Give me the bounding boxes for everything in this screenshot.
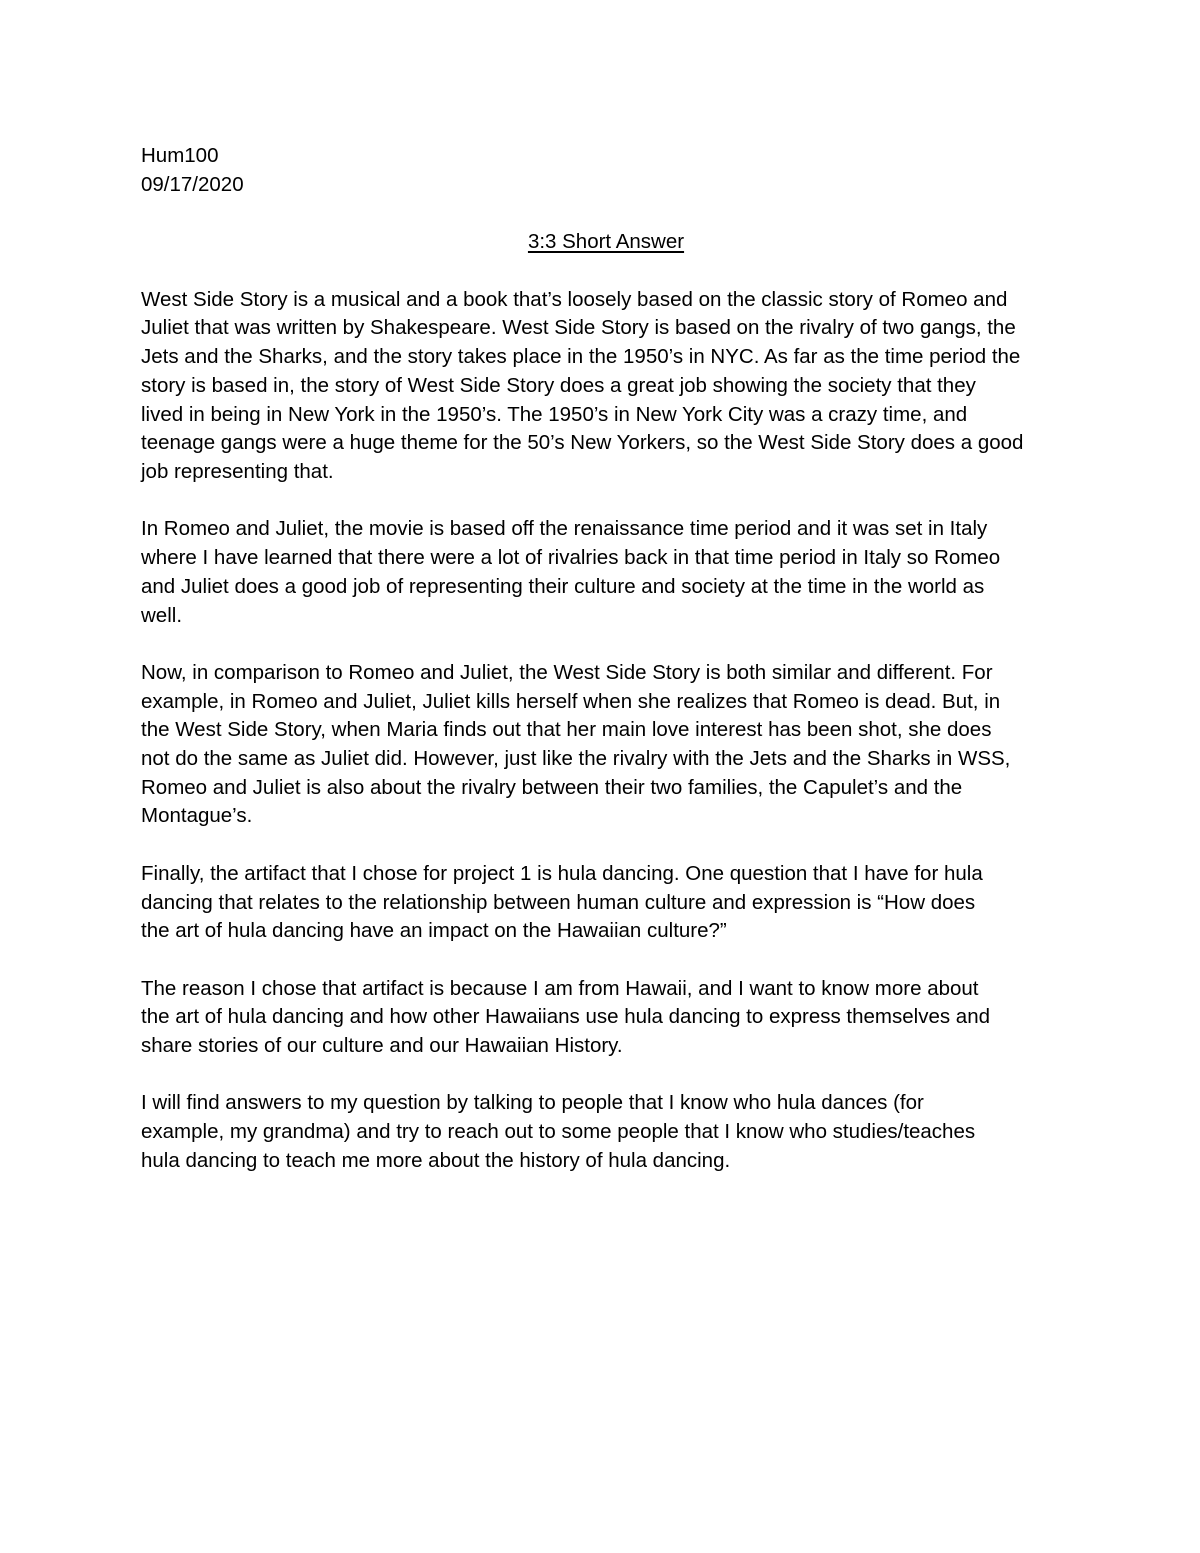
text-line: Finally, the artifact that I chose for project 1 is hula dancing. One question that I have for hula	[141, 861, 983, 885]
text-line: story is based in, the story of West Side Story does a great job showing the society that they	[141, 373, 976, 397]
document-title: 3:3 Short Answer	[527, 230, 685, 254]
paragraph	[141, 1089, 1071, 1175]
paragraph	[141, 975, 1071, 1061]
text-line: Jets and the Sharks, and the story takes place in the 1950’s in NYC. As far as the time period the	[141, 345, 1021, 369]
text-line: example, in Romeo and Juliet, Juliet kills herself when she realizes that Romeo is dead. But, in	[141, 689, 1001, 713]
text-line: where I have learned that there were a lot of rivalries back in that time period in Italy so Romeo	[141, 546, 1001, 570]
text-line: the art of hula dancing have an impact on the Hawaiian culture?”	[141, 919, 727, 943]
text-line: dancing that relates to the relationship between human culture and expression is “How does	[141, 890, 976, 914]
title-block	[141, 228, 1071, 257]
paragraph	[141, 860, 1071, 946]
text-line: I will find answers to my question by talking to people that I know who hula dances (for	[141, 1091, 924, 1115]
text-line: lived in being in New York in the 1950’s. The 1950’s in New York City was a crazy time, and	[141, 402, 968, 426]
course-code: Hum100	[141, 144, 219, 167]
document-body	[141, 142, 1071, 1204]
text-line: The reason I chose that artifact is because I am from Hawaii, and I want to know more about	[141, 976, 979, 1000]
text-line: well.	[141, 603, 183, 627]
paragraph	[141, 659, 1071, 831]
text-line: the West Side Story, when Maria finds out that her main love interest has been shot, she does	[141, 718, 992, 742]
text-line: teenage gangs were a huge theme for the 50’s New Yorkers, so the West Side Story does a good	[141, 431, 1024, 455]
text-line: not do the same as Juliet did. However, just like the rivalry with the Jets and the Sharks in WSS,	[141, 747, 1011, 770]
text-line: job representing that.	[141, 460, 334, 483]
text-line: share stories of our culture and our Hawaiian History.	[141, 1034, 623, 1057]
document-date: 09/17/2020	[141, 172, 244, 196]
paragraph	[141, 515, 1071, 630]
text-line: Now, in comparison to Romeo and Juliet, the West Side Story is both similar and different. For	[141, 660, 993, 684]
text-line: West Side Story is a musical and a book that’s loosely based on the classic story of Romeo and	[141, 287, 1008, 311]
text-line: In Romeo and Juliet, the movie is based off the renaissance time period and it was set in Italy	[141, 517, 988, 541]
paragraph	[141, 286, 1071, 487]
text-line: example, my grandma) and try to reach out to some people that I know who studies/teaches	[141, 1120, 976, 1144]
text-line: Montague’s.	[141, 804, 253, 828]
text-line: and Juliet does a good job of representing their culture and society at the time in the world as	[141, 574, 985, 598]
paragraph-list	[141, 286, 1071, 1176]
text-line: Juliet that was written by Shakespeare. West Side Story is based on the rivalry of two gangs, the	[141, 316, 1016, 340]
text-line: the art of hula dancing and how other Hawaiians use hula dancing to express themselves and	[141, 1005, 991, 1029]
text-line: Romeo and Juliet is also about the rivalry between their two families, the Capulet’s and the	[141, 775, 963, 799]
text-line: hula dancing to teach me more about the history of hula dancing.	[141, 1148, 731, 1172]
